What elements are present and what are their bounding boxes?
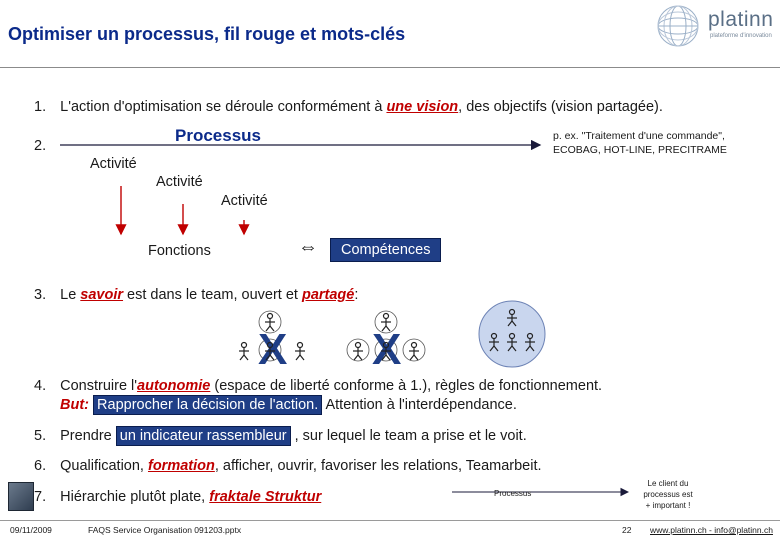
double-arrow-icon: ⇔ (298, 236, 318, 258)
footer-divider (0, 520, 780, 521)
point-4-text-end: (espace de liberté conforme à 1.), règles de fonctionnement. (210, 378, 603, 394)
point-5-text: Prendre (60, 428, 116, 444)
goal-box: Rapprocher la décision de l'action. (93, 395, 322, 415)
point-6 (34, 458, 542, 474)
process-example-line2: ECOBAG, HOT-LINE, PRECITRAME (553, 144, 727, 156)
keyword-autonomie: autonomie (137, 378, 211, 394)
point-2-number: 2. (34, 138, 47, 154)
processus-label: Processus (175, 126, 261, 145)
client-note-line1: Le client du (647, 479, 689, 488)
footer-contact[interactable]: www.platinn.ch - info@platinn.ch (650, 525, 773, 535)
team-group-3 (479, 301, 545, 367)
goal-label: But: (60, 397, 89, 413)
keyword-vision: une vision (386, 99, 459, 115)
svg-text:X: X (258, 325, 288, 374)
point-4-goal (60, 397, 517, 413)
team-group-1 (239, 311, 305, 374)
point-4 (34, 378, 602, 394)
activity-1: Activité (90, 156, 137, 172)
footer-file: FAQS Service Organisation 091203.pptx (88, 525, 242, 535)
point-6-text-end: , afficher, ouvrir, favoriser les relations, Teamarbeit. (214, 458, 542, 474)
activity-3: Activité (221, 193, 268, 209)
point-7-text: Hiérarchie plutôt plate, (60, 489, 210, 505)
point-4-number: 4. (34, 378, 47, 394)
keyword-partage: partagé (301, 287, 355, 303)
point-7 (34, 489, 321, 505)
point-5-text-end: , sur lequel le team a prise et le voit. (290, 428, 527, 444)
logo-text: platinn (708, 8, 774, 31)
logo-subtext: plateforme d'innovation (710, 33, 772, 39)
point-5-number: 5. (34, 428, 47, 444)
competences-box: Compétences (330, 238, 441, 262)
point-4-text: Construire l' (60, 378, 138, 394)
point-3-text-mid: est dans le team, ouvert et (123, 287, 302, 303)
activity-2: Activité (156, 174, 203, 190)
point-7-number: 7. (34, 489, 47, 505)
indicator-box: un indicateur rassembleur (116, 426, 291, 446)
keyword-fraktale: fraktale Struktur (209, 489, 322, 505)
team-group-2 (347, 311, 425, 374)
fonctions-label: Fonctions (148, 243, 211, 259)
point-1-text: L'action d'optimisation se déroule conformément à (60, 99, 387, 115)
mini-process-label: Processus (494, 489, 532, 498)
point-1-text-end: , des objectifs (vision partagée). (458, 99, 663, 115)
footer-page: 22 (622, 525, 632, 535)
client-note-line2: processus est (643, 490, 693, 499)
point-3-text: Le (60, 287, 81, 303)
goal-text-end: Attention à l'interdépendance. (322, 397, 517, 413)
point-1-number: 1. (34, 99, 47, 115)
page-title: Optimiser un processus, fil rouge et mots-clés (8, 24, 406, 44)
point-3-text-end: : (354, 287, 359, 303)
client-note-line3: + important ! (645, 501, 691, 510)
point-5 (34, 428, 527, 444)
process-example-line1: p. ex. "Traitement d'une commande", (553, 130, 725, 142)
client-note (642, 478, 694, 511)
fractal-icon (8, 482, 34, 511)
keyword-savoir: savoir (80, 287, 124, 303)
svg-text:X: X (372, 325, 402, 374)
point-6-number: 6. (34, 458, 47, 474)
point-3-number: 3. (34, 287, 47, 303)
point-6-text: Qualification, (60, 458, 148, 474)
footer-date: 09/11/2009 (10, 525, 52, 535)
keyword-formation: formation (147, 458, 215, 474)
